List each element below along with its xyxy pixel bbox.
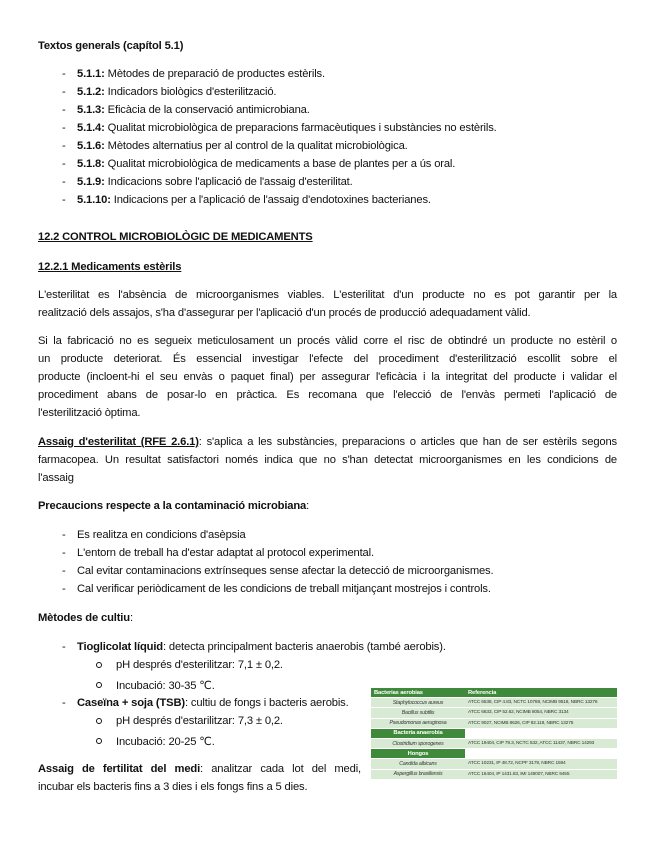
reference-strains-table <box>371 688 617 780</box>
list-item: - 5.1.2: Indicadors biològics d'esterilització. <box>62 86 277 98</box>
table-cell: ATCC 6538, CIP 4.83, NCTC 10788, NCIMB 9518, NBRC 13276 <box>465 698 617 708</box>
list-item: - 5.1.9: Indicacions sobre l'aplicació de l'assaig d'esterilitat. <box>62 176 353 188</box>
list-item: - 5.1.1: Mètodes de preparació de productes estèrils. <box>62 68 325 80</box>
paragraph-line: farmacopea. Un resultat satisfactori només indica que no s'han detectat microorganismes en les condicions de <box>38 454 617 466</box>
table-cell: ATCC 10231, IP 48.72, NCPF 3179, NBRC 1594 <box>465 759 617 769</box>
assaig-label: Assaig d'esterilitat (RFE 2.6.1) <box>38 436 199 448</box>
paragraph-line: L'esterilitat es l'absència de microorganismes viables. L'esterilitat d'un producte no es pot garantir per la <box>38 289 617 301</box>
paragraph-line: procediment abans de posar-lo en pràctica. Es recomana que l'elecció de l'envàs permeti l'aplicació de <box>38 389 617 401</box>
table-subheader-row <box>371 749 617 759</box>
paragraph-line: realització dels assajos, s'ha d'assegurar per l'aplicació d'un procés de producció adequadament vàlid. <box>38 307 531 319</box>
list-item: - 5.1.3: Eficàcia de la conservació antimicrobiana. <box>62 104 310 116</box>
table-header-cell: Referencia <box>465 688 617 698</box>
list-item: - Es realitza en condicions d'asèpsia <box>62 529 246 541</box>
list-item: - 5.1.8: Qualitat microbiològica de medicaments a base de plantes per a ús oral. <box>62 158 456 170</box>
table-header-row <box>371 688 617 698</box>
table-subheader-cell: Bacteria anaerobia <box>371 728 465 738</box>
sub-list-item: Incubació: 30-35 ℃. <box>96 679 102 691</box>
fertilitat-line: Assaig de fertilitat del medi: analitzar cada lot del medi, <box>38 763 361 775</box>
paragraph-line: producte (incloent-hi el seu envàs o paquet final) per assegurar l'eficàcia i la integritat del producte i validar el <box>38 371 617 383</box>
section-subtitle: 12.2.1 Medicaments estèrils <box>38 261 182 273</box>
table-subheader-row <box>371 728 617 738</box>
table-row <box>371 698 617 708</box>
table-subheader-cell: Hongos <box>371 749 465 759</box>
circle-bullet-icon <box>96 738 102 744</box>
table-row <box>371 769 617 779</box>
list-item: - 5.1.6: Mètodes alternatius per al control de la qualitat microbiològica. <box>62 140 408 152</box>
sub-list-item: Incubació: 20-25 ℃. <box>96 735 102 747</box>
sub-list-item: pH després d'estarilitzar: 7,3 ± 0,2. <box>96 715 102 727</box>
fertilitat-label: Assaig de fertilitat del medi <box>38 763 201 775</box>
list-item: - Caseïna + soja (TSB): cultiu de fongs i bacteris aerobis. <box>62 697 349 709</box>
paragraph-line: un producte deteriorat. És essencial investigar l'efecte del procediment d'esterilització escollit sobre el <box>38 353 617 365</box>
table-cell: ATCC 6633, CIP 52.62, NCIMB 8054, NBRC 3134 <box>465 708 617 718</box>
textos-generals-title: Textos generals (capítol 5.1) <box>38 40 184 52</box>
table-row <box>371 718 617 728</box>
table-cell: Bacillus subtilis <box>371 708 465 718</box>
paragraph-line: Si la fabricació no es segueix meticulosament un procés vàlid corre el risc de obtindré un producte no estèril o <box>38 335 617 347</box>
list-item: - Cal verificar periòdicament de les condicions de treball mitjançant mostrejos i controls. <box>62 583 491 595</box>
list-item: - 5.1.4: Qualitat microbiològica de preparacions farmacèutiques i substàncies no estèrils. <box>62 122 497 134</box>
circle-bullet-icon <box>96 662 102 668</box>
table-cell: ATCC 9027, NCIMB 8626, CIP 82.118, NBRC 13275 <box>465 718 617 728</box>
table-cell: Candida albicans <box>371 759 465 769</box>
sub-list-item: pH després d'esterilitzar: 7,1 ± 0,2. <box>96 659 102 671</box>
paragraph-line: l'esterilització òptima. <box>38 407 141 419</box>
list-item: - Tioglicolat líquid: detecta principalment bacteris anaerobis (també aerobis). <box>62 641 446 653</box>
precaucions-heading: Precaucions respecte a la contaminació microbiana: <box>38 500 310 512</box>
metodes-heading: Mètodes de cultiu: <box>38 612 133 624</box>
list-item: - Cal evitar contaminacions extrínseques sense afectar la detecció de microorganismes. <box>62 565 494 577</box>
circle-bullet-icon <box>96 718 102 724</box>
table-cell: ATCC 19404, CIP 79.3, NCTC 532, ATCC 11437, NBRC 14293 <box>465 738 617 748</box>
table-cell: Aspergillus brasiliensis <box>371 769 465 779</box>
table-cell: Clostridium sporogenes <box>371 738 465 748</box>
list-item: - L'entorn de treball ha d'estar adaptat al protocol experimental. <box>62 547 374 559</box>
table-row <box>371 708 617 718</box>
table-header-cell: Bacterias aerobias <box>371 688 465 698</box>
table-row <box>371 759 617 769</box>
list-item: - 5.1.10: Indicacions per a l'aplicació de l'assaig d'endotoxines bacterianes. <box>62 194 431 206</box>
section-title: 12.2 CONTROL MICROBIOLÒGIC DE MEDICAMENTS <box>38 231 313 243</box>
circle-bullet-icon <box>96 682 102 688</box>
table-row <box>371 738 617 748</box>
paragraph-line: incubar els bacteris fins a 3 dies i els fongs fins a 5 dies. <box>38 781 308 793</box>
table-cell: ATCC 16404, IP 1431.83, IMI 149007, NBRC 9455 <box>465 769 617 779</box>
assaig-line: Assaig d'esterilitat (RFE 2.6.1): s'aplica a les substàncies, preparacions o articles que han de ser estèrils segons <box>38 436 617 448</box>
table-cell: Pseudomonas aeruginosa <box>371 718 465 728</box>
table-cell: Staphylococcus aureus <box>371 698 465 708</box>
paragraph-line: l'assaig <box>38 472 74 484</box>
